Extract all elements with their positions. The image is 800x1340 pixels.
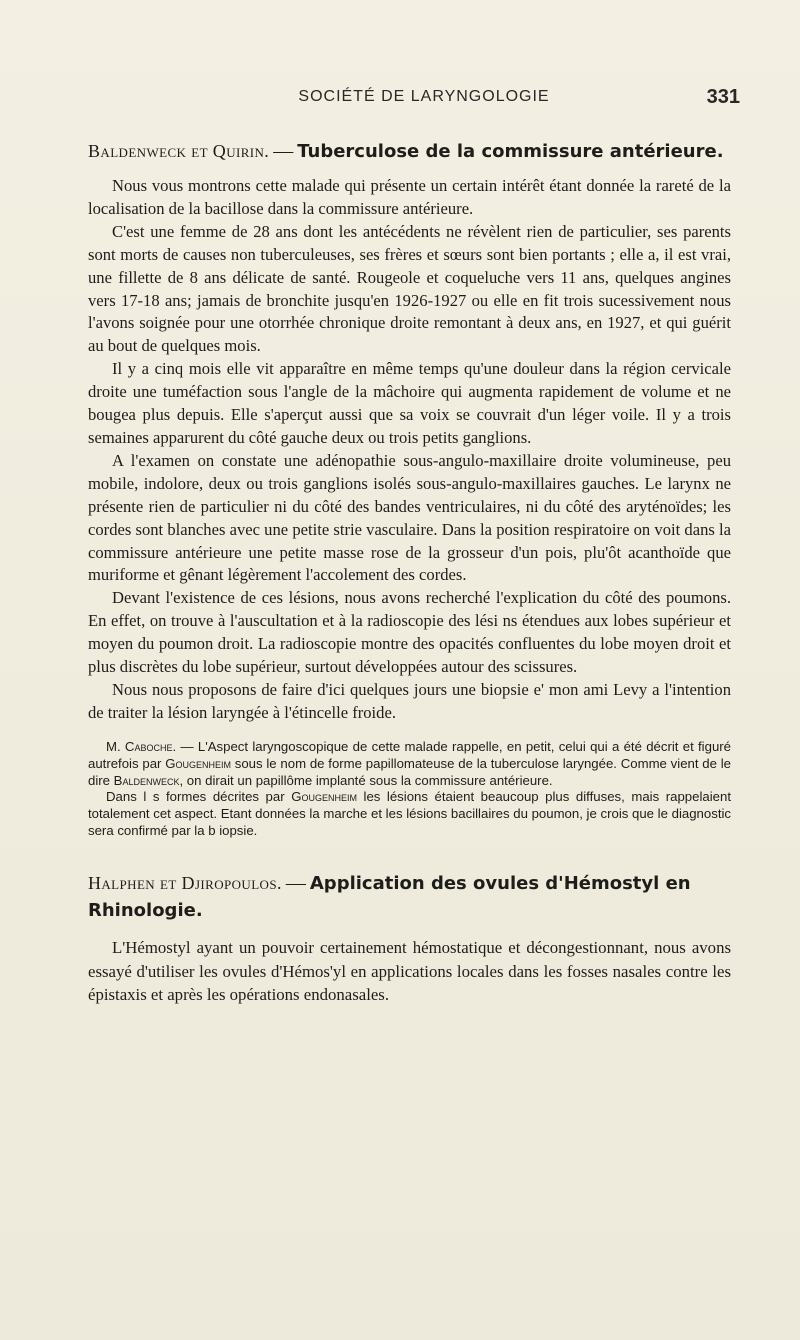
article-heading xyxy=(88,870,731,924)
reference-name: Baldenweck xyxy=(113,772,180,788)
comment-text: Dans l s formes décrites par xyxy=(106,789,292,805)
comment-paragraph xyxy=(88,739,731,790)
discussion-comment xyxy=(88,739,731,840)
comment-paragraph xyxy=(88,789,731,840)
paragraph: A l'examen on constate une adénopathie sous-angulo-maxillaire droite volumineuse, peu mobile, indolore, deux ou trois ganglions isolés sous-angulo-maxillaires gauches. Le larynx ne présente rien de particulier ni du côté des bandes ventriculaires, ni du côté des aryténoïdes; les cordes sont blanches avec une petite strie vasculaire. Dans la position respiratoire on voit dans la commissure antérieure une petite masse rose de la grosseur d'un pois, plu'ôt acanthoïde que muriforme et gênant légèrement l'accolement des cordes. xyxy=(88,450,731,585)
article-tuberculose xyxy=(88,138,731,840)
reference-name: Gougenheim xyxy=(291,789,357,805)
article-heading xyxy=(88,138,731,165)
paragraph: Nous vous montrons cette malade qui présente un certain intérêt étant donnée la rareté de la localisation de la bacillose dans la commissure antérieure. xyxy=(88,176,731,218)
article-hemostyl xyxy=(88,870,731,1006)
article-authors: Baldenweck et Quirin. xyxy=(88,141,270,161)
comment-text: , on dirait un papillôme implanté sous la commissure antérieure. xyxy=(179,772,553,788)
page-content xyxy=(88,138,731,1006)
paragraph: L'Hémostyl ayant un pouvoir certainement hémostatique et décongestionnant, nous avons essayé d'utiliser les ovules d'Hémos'yl en applications locales dans les fosses nasales contre les épistaxis et après les opérations endonasales. xyxy=(88,938,731,1004)
paragraph: Nous nous proposons de faire d'ici quelques jours une biopsie e' mon ami Levy a l'intention de traiter la lésion laryngée à l'étincelle froide. xyxy=(88,679,731,722)
paragraph: Devant l'existence de ces lésions, nous avons recherché l'explication du côté des poumons. En effet, on trouve à l'auscultation et à la radioscopie des lési ns étendues aux lobes supérieur et moyen du poumon droit. La radioscopie montre des opacités confluentes du lobe moyen droit et plus discrètes du lobe supérieur, surtout développées autour des scissures. xyxy=(88,588,731,677)
article-authors: Halphen et Djiropoulos. xyxy=(88,873,282,894)
paragraph: C'est une femme de 28 ans dont les antécédents ne révèlent rien de particulier, ses parents sont morts de causes non tuberculeuses, ses frères et sœurs sont bien portants ; elle a, il est vrai, une fillette de 8 ans délicate de santé. Rougeole et coqueluche vers 11 ans, quelques angines vers 17-18 ans; jamais de bronchite jusqu'en 1926-1927 ou elle en fit trois sucessivement nous l'avons soignée pour une otorrhée chronique droite remontant à deux ans, en 1927, et qui guérit au bout de quelques mois. xyxy=(88,221,731,356)
running-title: SOCIÉTÉ DE LARYNGOLOGIE xyxy=(298,88,550,105)
comment-text: les lésions étaient beaucoup plus diffuses, mais rappelaient totalement cet aspect. Etant données la marche et les lésions bacillaires du poumon, je crois que le diagnostic sera confirmé par la b iopsie. xyxy=(88,789,731,839)
page-header xyxy=(108,88,740,114)
heading-dash: — xyxy=(273,140,294,162)
comment-text: — L'Aspect laryngoscopique de cette malade rappelle, en petit, celui qui a été décrit et figuré autrefois par xyxy=(88,738,732,771)
page-number: 331 xyxy=(706,86,740,108)
reference-name: Gougenheim xyxy=(165,755,231,771)
comment-speaker: M. Caboche. xyxy=(106,738,177,754)
article-title: Tuberculose de la commissure antérieure. xyxy=(297,141,724,162)
comment-text: sous le nom de forme papillomateuse de la tuberculose laryngée. Comme vient de le dire xyxy=(88,755,732,788)
heading-dash: — xyxy=(285,872,306,895)
paragraph: Il y a cinq mois elle vit apparaître en même temps qu'une douleur dans la région cervicale droite une tuméfaction sous l'angle de la mâchoire qui augmenta rapidement de volume et ne bougea plus depuis. Elle s'aperçut aussi que sa voix se couvrait d'un léger voile. Il y a trois semaines apparurent du côté gauche deux ou trois petits ganglions. xyxy=(88,359,731,447)
article-title: Application des ovules d'Hémostyl en Rhinologie. xyxy=(88,873,691,922)
